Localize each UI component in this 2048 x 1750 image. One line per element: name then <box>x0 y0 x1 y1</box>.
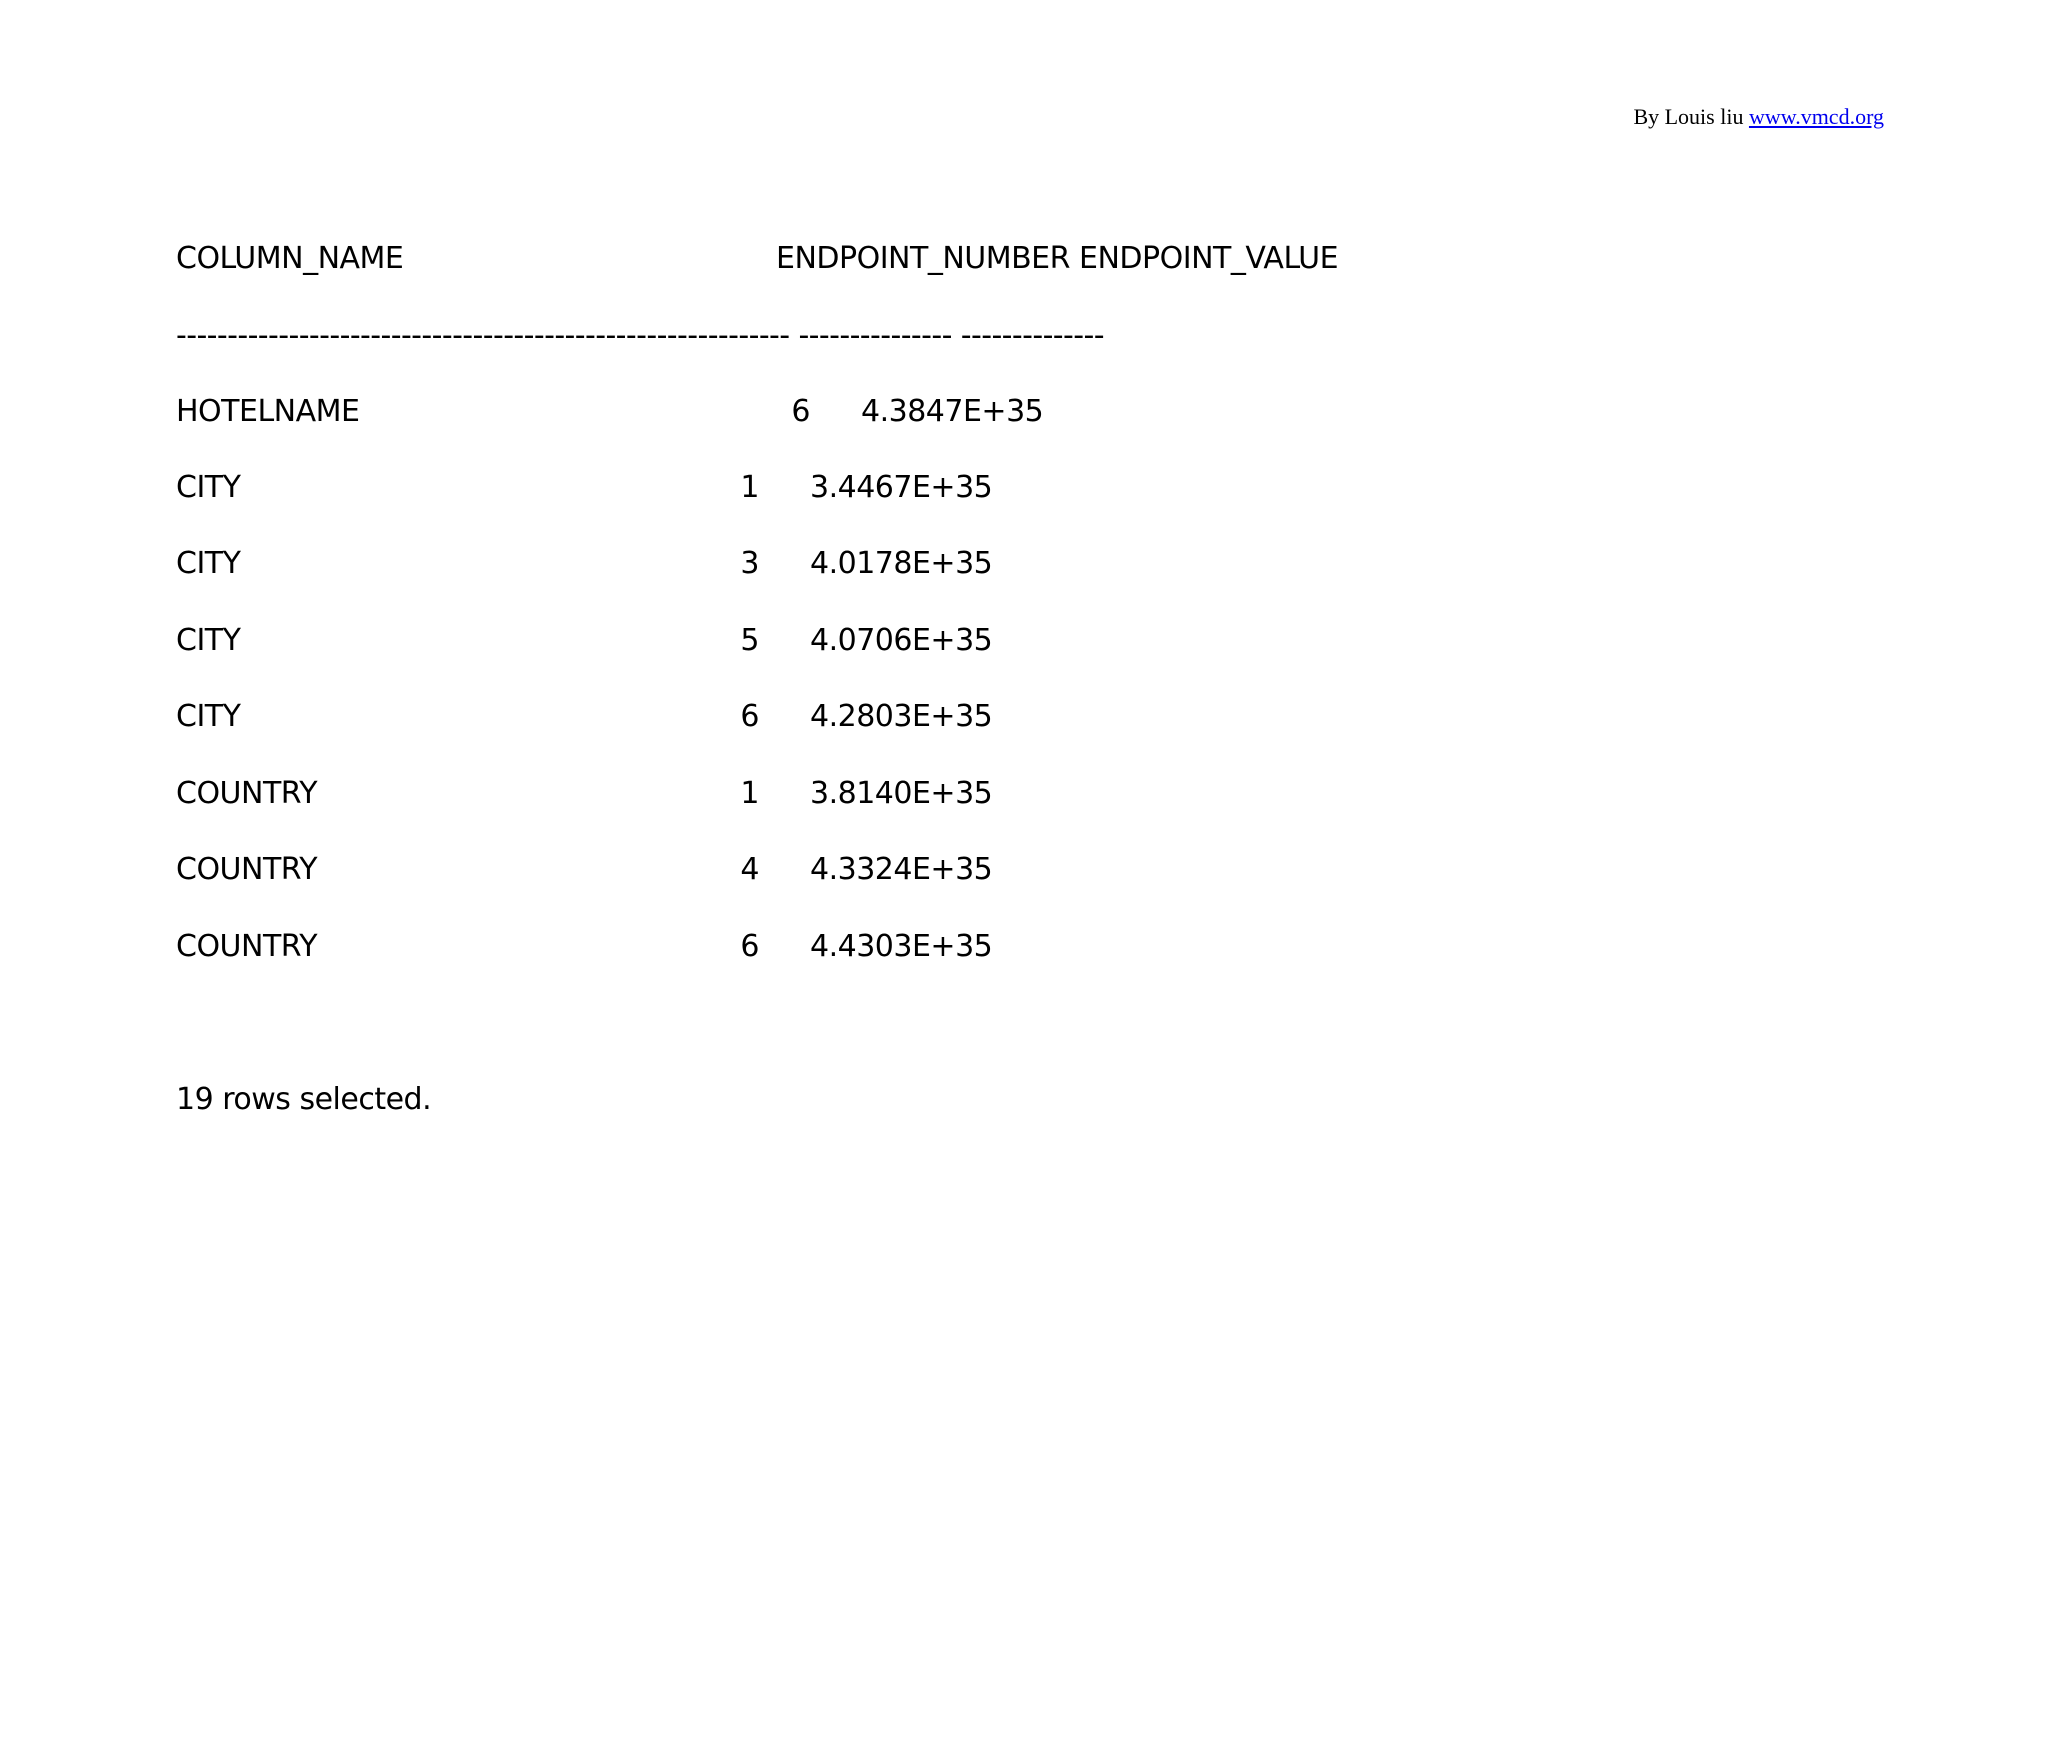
row-endpoint-number: 3 <box>740 546 759 581</box>
row-column-name: CITY <box>176 699 241 734</box>
website-link[interactable]: www.vmcd.org <box>1748 104 1884 129</box>
row-endpoint-value: 4.2803E+35 <box>810 699 993 734</box>
rows-selected-summary: 19 rows selected. <box>176 1082 432 1117</box>
row-endpoint-value: 4.3847E+35 <box>861 394 1044 429</box>
row-endpoint-number: 4 <box>740 852 759 887</box>
row-endpoint-value: 4.4303E+35 <box>810 929 993 964</box>
endpoint-headers: ENDPOINT_NUMBER ENDPOINT_VALUE <box>776 241 1339 276</box>
row-column-name: HOTELNAME <box>176 394 360 429</box>
row-endpoint-number: 5 <box>740 623 759 658</box>
author-credit <box>1633 104 1884 130</box>
row-column-name: CITY <box>176 546 241 581</box>
row-endpoint-value: 4.0706E+35 <box>810 623 993 658</box>
row-endpoint-value: 4.3324E+35 <box>810 852 993 887</box>
row-endpoint-value: 3.8140E+35 <box>810 776 993 811</box>
author-credit-text: By Louis liu <box>1633 104 1749 129</box>
row-endpoint-number: 1 <box>740 776 759 811</box>
row-endpoint-number: 1 <box>740 470 759 505</box>
row-endpoint-number: 6 <box>740 699 759 734</box>
row-column-name: COUNTRY <box>176 852 318 887</box>
row-column-name: COUNTRY <box>176 776 318 811</box>
row-column-name: CITY <box>176 623 241 658</box>
row-column-name: COUNTRY <box>176 929 318 964</box>
column-name-header: COLUMN_NAME <box>176 241 404 276</box>
row-column-name: CITY <box>176 470 241 505</box>
row-endpoint-value: 4.0178E+35 <box>810 546 993 581</box>
row-endpoint-number: 6 <box>791 394 810 429</box>
row-endpoint-value: 3.4467E+35 <box>810 470 993 505</box>
separator-line: ------------------------------------------------------------ --------------- -------------- <box>176 318 1104 353</box>
row-endpoint-number: 6 <box>740 929 759 964</box>
